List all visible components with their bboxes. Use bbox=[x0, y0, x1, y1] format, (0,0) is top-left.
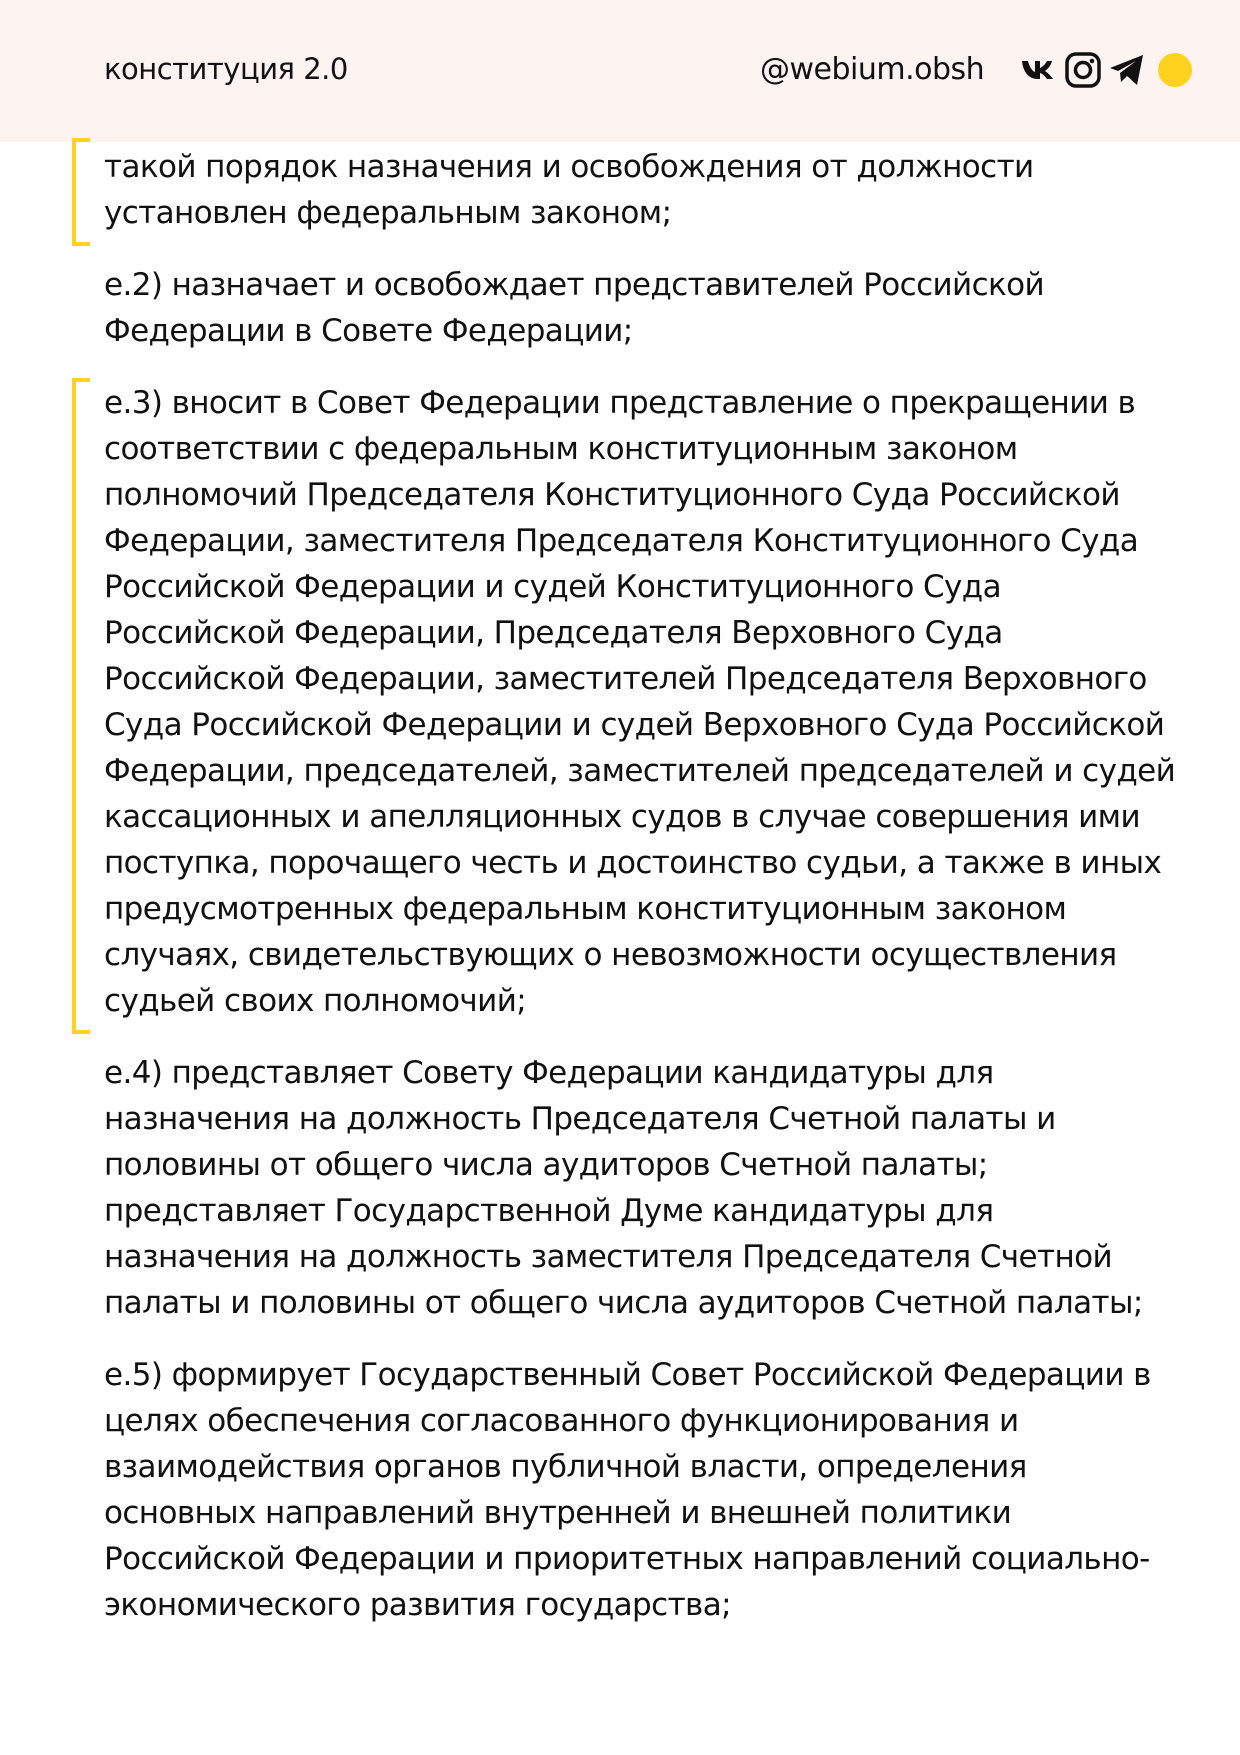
social-handle[interactable]: @webium.obsh bbox=[760, 52, 985, 87]
social-links bbox=[1020, 50, 1192, 90]
accent-dot bbox=[1158, 53, 1192, 87]
document-body bbox=[104, 142, 1184, 1652]
vk-icon[interactable] bbox=[1020, 57, 1058, 83]
brand-title: конституция 2.0 bbox=[104, 52, 348, 86]
paragraph-e5: е.5) формирует Государственный Совет Российской Федерации в целях обеспечения согласованного функционирования и взаимодействия органов публичной власти, определения основных направлений внутренней и внешней политики Российской Федерации и приоритетных направлений социально-экономического развития государства; bbox=[104, 1357, 1151, 1623]
paragraph-e4: е.4) представляет Совету Федерации кандидатуры для назначения на должность Председателя Счетной палаты и половины от общего числа аудиторов Счетной палаты; представляет Государственной Думе кандидатуры для назначения на должность заместителя Председателя Счетной палаты и половины от общего числа аудиторов Счетной палаты; bbox=[104, 1055, 1143, 1321]
page-header bbox=[0, 0, 1240, 142]
paragraph-e2: е.2) назначает и освобождает представителей Российской Федерации в Совете Федерации; bbox=[104, 267, 1045, 349]
instagram-icon[interactable] bbox=[1064, 51, 1102, 89]
telegram-icon[interactable] bbox=[1108, 53, 1146, 87]
paragraph-e3: е.3) вносит в Совет Федерации представление о прекращении в соответствии с федеральным конституционным законом полномочий Председателя Конституционного Суда Российской Федерации, заместителя Председателя Конституционного Суда Российской Федерации и судей Конституционного Суда Российской Федерации, Председателя Верховного Суда Российской Федерации, заместителей Председателя Верховного Суда Российской Федерации и судей Верховного Суда Российской Федерации, председателей, заместителей председателей и судей кассационных и апелляционных судов в случае совершения ими поступка, порочащего честь и достоинство судьи, а также в иных предусмотренных федеральным конституционным законом случаях, свидетельствующих о невозможности осуществления судьей своих полномочий; bbox=[104, 378, 1184, 1024]
paragraph-continuation: такой порядок назначения и освобождения от должности установлен федеральным законом; bbox=[104, 142, 1184, 236]
